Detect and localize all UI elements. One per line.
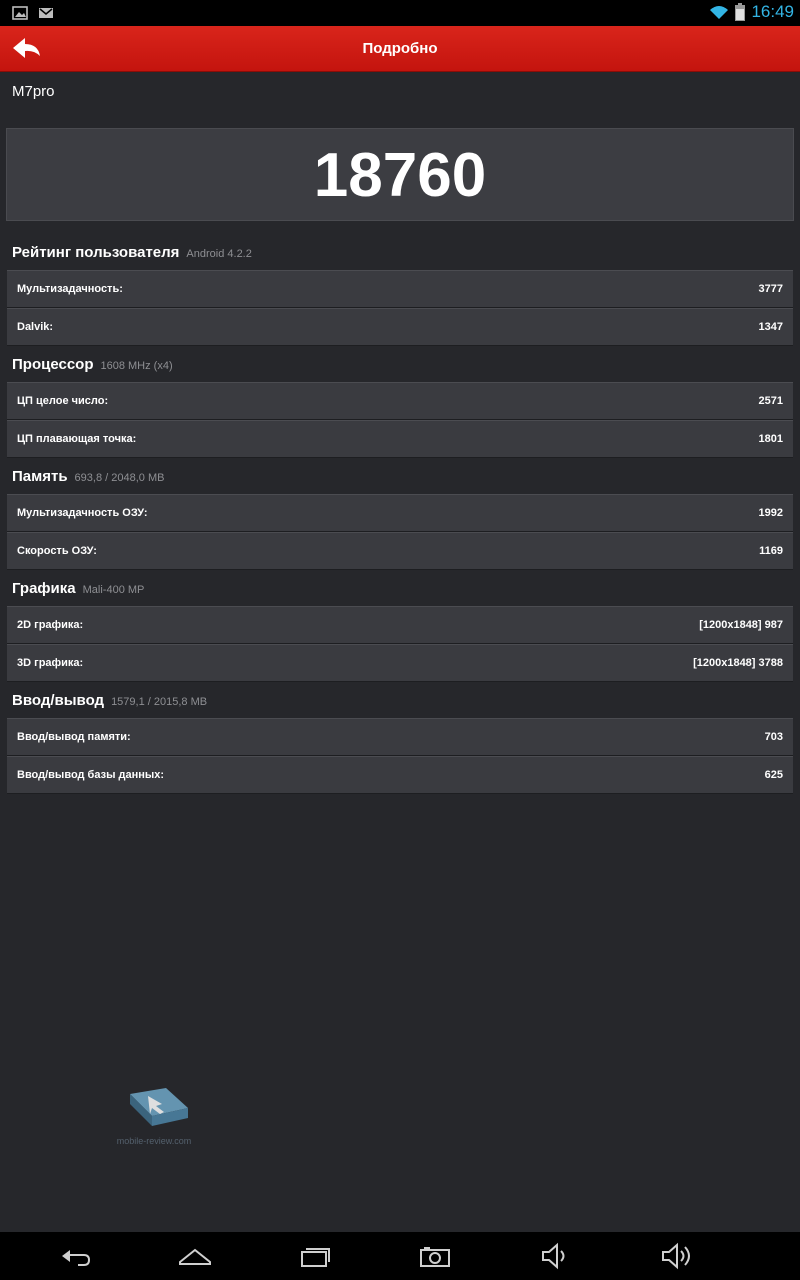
volume-down-icon[interactable] xyxy=(538,1242,574,1270)
row-value: 703 xyxy=(764,731,783,743)
gmail-icon xyxy=(38,5,54,21)
row-label: Ввод/вывод базы данных: xyxy=(17,769,165,781)
result-row xyxy=(7,644,793,682)
result-row xyxy=(7,420,793,458)
row-label: Мультизадачность ОЗУ: xyxy=(17,507,148,519)
section-title: Графика xyxy=(12,580,76,597)
section-title: Память xyxy=(12,468,68,485)
result-row xyxy=(7,718,793,756)
watermark xyxy=(104,1086,204,1148)
row-value: [1200x1848] 987 xyxy=(699,619,783,631)
result-row xyxy=(7,494,793,532)
row-value: 1169 xyxy=(759,545,783,557)
row-label: 3D графика: xyxy=(17,657,84,669)
result-row xyxy=(7,382,793,420)
row-value: 1347 xyxy=(758,321,783,333)
section-title: Ввод/вывод xyxy=(12,692,105,709)
row-label: Dalvik: xyxy=(17,321,54,333)
picture-icon xyxy=(12,5,28,21)
section-title: Процессор xyxy=(12,356,94,373)
row-label: Мультизадачность: xyxy=(17,283,123,295)
row-value: 3777 xyxy=(758,283,783,295)
section-subtitle: 1579,1 / 2015,8 MB xyxy=(111,696,208,708)
navigation-bar xyxy=(0,1232,800,1280)
device-name: M7pro xyxy=(12,83,55,100)
nav-back-icon[interactable] xyxy=(58,1242,94,1270)
section-subtitle: Android 4.2.2 xyxy=(186,248,252,260)
result-row xyxy=(7,308,793,346)
row-label: Ввод/вывод памяти: xyxy=(17,731,131,743)
screenshot-icon[interactable] xyxy=(417,1242,453,1270)
screen-title: Подробно xyxy=(362,40,438,57)
back-arrow-icon[interactable] xyxy=(10,34,44,64)
row-value: 1801 xyxy=(758,433,783,445)
result-row xyxy=(7,606,793,644)
section-title: Рейтинг пользователя xyxy=(12,244,180,261)
total-score: 18760 xyxy=(313,141,487,210)
total-score-panel xyxy=(6,128,794,221)
result-row xyxy=(7,756,793,794)
section-subtitle: Mali-400 MP xyxy=(82,584,145,596)
status-bar xyxy=(0,0,800,26)
row-value: 625 xyxy=(764,769,783,781)
row-label: 2D графика: xyxy=(17,619,84,631)
result-row xyxy=(7,532,793,570)
system-icons xyxy=(709,2,794,22)
nav-recents-icon[interactable] xyxy=(298,1242,334,1270)
row-label: ЦП целое число: xyxy=(17,395,109,407)
volume-up-icon[interactable] xyxy=(658,1242,694,1270)
action-bar xyxy=(0,26,800,72)
row-value: 2571 xyxy=(758,395,783,407)
wifi-icon xyxy=(709,4,729,20)
result-row xyxy=(7,270,793,308)
mobile-review-logo-icon xyxy=(104,1086,204,1136)
row-value: 1992 xyxy=(758,507,783,519)
row-label: ЦП плавающая точка: xyxy=(17,433,137,445)
section-subtitle: 693,8 / 2048,0 MB xyxy=(74,472,165,484)
battery-icon xyxy=(735,3,745,21)
clock: 16:49 xyxy=(751,2,794,21)
section-subtitle: 1608 MHz (x4) xyxy=(100,360,173,372)
notification-icons xyxy=(12,5,54,21)
watermark-text: mobile-review.com xyxy=(116,1136,192,1146)
row-label: Скорость ОЗУ: xyxy=(17,545,97,557)
row-value: [1200x1848] 3788 xyxy=(693,657,783,669)
nav-home-icon[interactable] xyxy=(177,1242,213,1270)
